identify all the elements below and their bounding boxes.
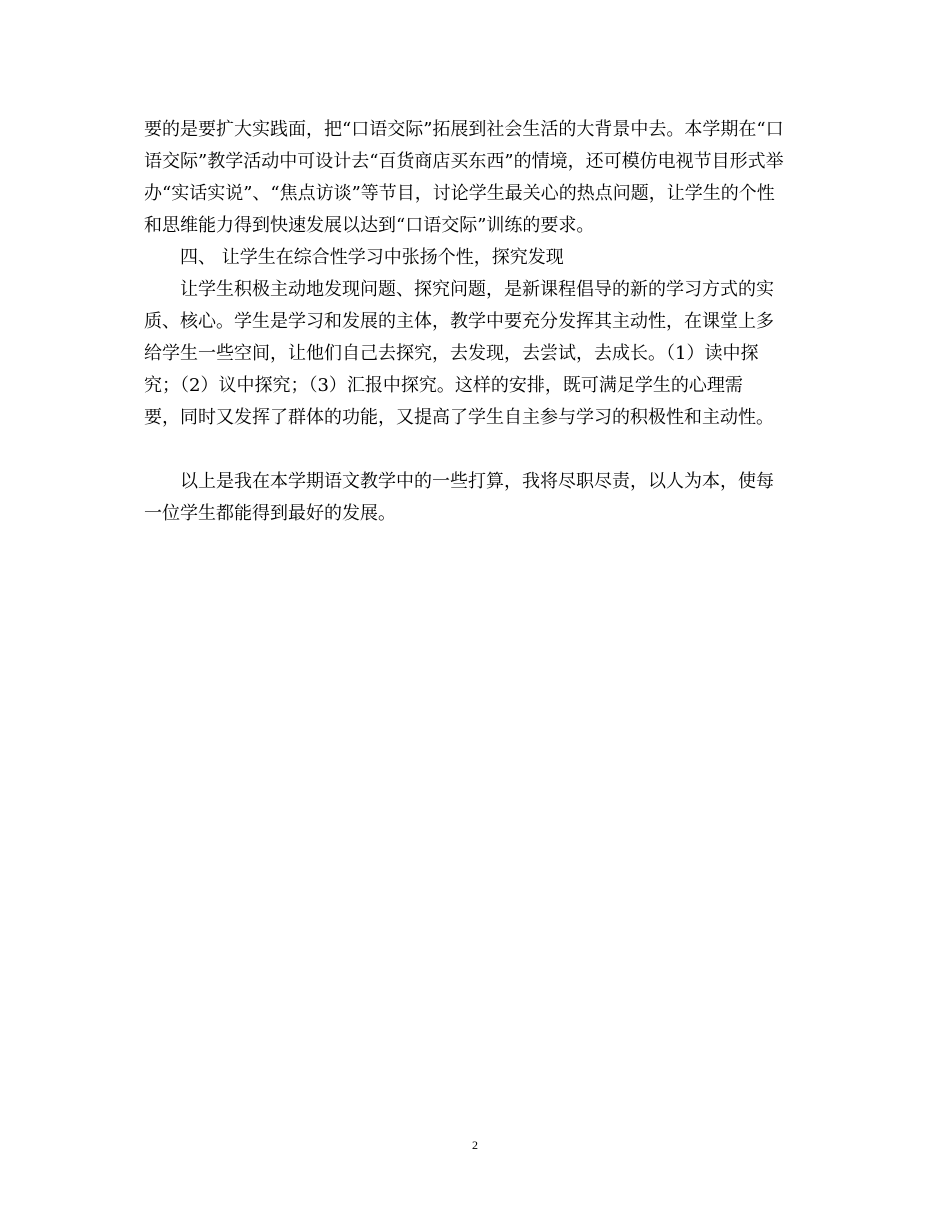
paragraph-line: 要的是要扩大实践面，把“口语交际”拓展到社会生活的大背景中去。本学期在“口 (144, 119, 784, 140)
paragraph-line: 和思维能力得到快速发展以达到“口语交际”训练的要求。 (144, 215, 595, 236)
paragraph-line: 一位学生都能得到最好的发展。 (144, 503, 396, 524)
paragraph-line: 以上是我在本学期语文教学中的一些打算，我将尽职尽责，以人为本，使每 (180, 471, 774, 492)
document-body (144, 114, 812, 530)
paragraph-line: 要，同时又发挥了群体的功能，又提高了学生自主参与学习的积极性和主动性。 (144, 407, 774, 428)
section-heading: 四、 让学生在综合性学习中张扬个性，探究发现 (180, 247, 564, 268)
paragraph-line: 给学生一些空间，让他们自己去探究，去发现，去尝试，去成长。（1）读中探 (144, 343, 759, 364)
paragraph-line: 让学生积极主动地发现问题、探究问题，是新课程倡导的新的学习方式的实 (180, 279, 774, 300)
paragraph-line: 办“实话实说”、“焦点访谈”等节目，讨论学生最关心的热点问题，让学生的个性 (144, 183, 775, 204)
paragraph-line: 质、核心。学生是学习和发展的主体，教学中要充分发挥其主动性，在课堂上多 (144, 311, 774, 332)
paragraph-line: 语交际”教学活动中可设计去“百货商店买东西”的情境，还可模仿电视节目形式举 (144, 151, 784, 172)
page-number: 2 (472, 1138, 478, 1152)
paragraph-gap (144, 434, 812, 466)
paragraph-line: 究；（2）议中探究；（3）汇报中探究。这样的安排，既可满足学生的心理需 (144, 375, 743, 396)
